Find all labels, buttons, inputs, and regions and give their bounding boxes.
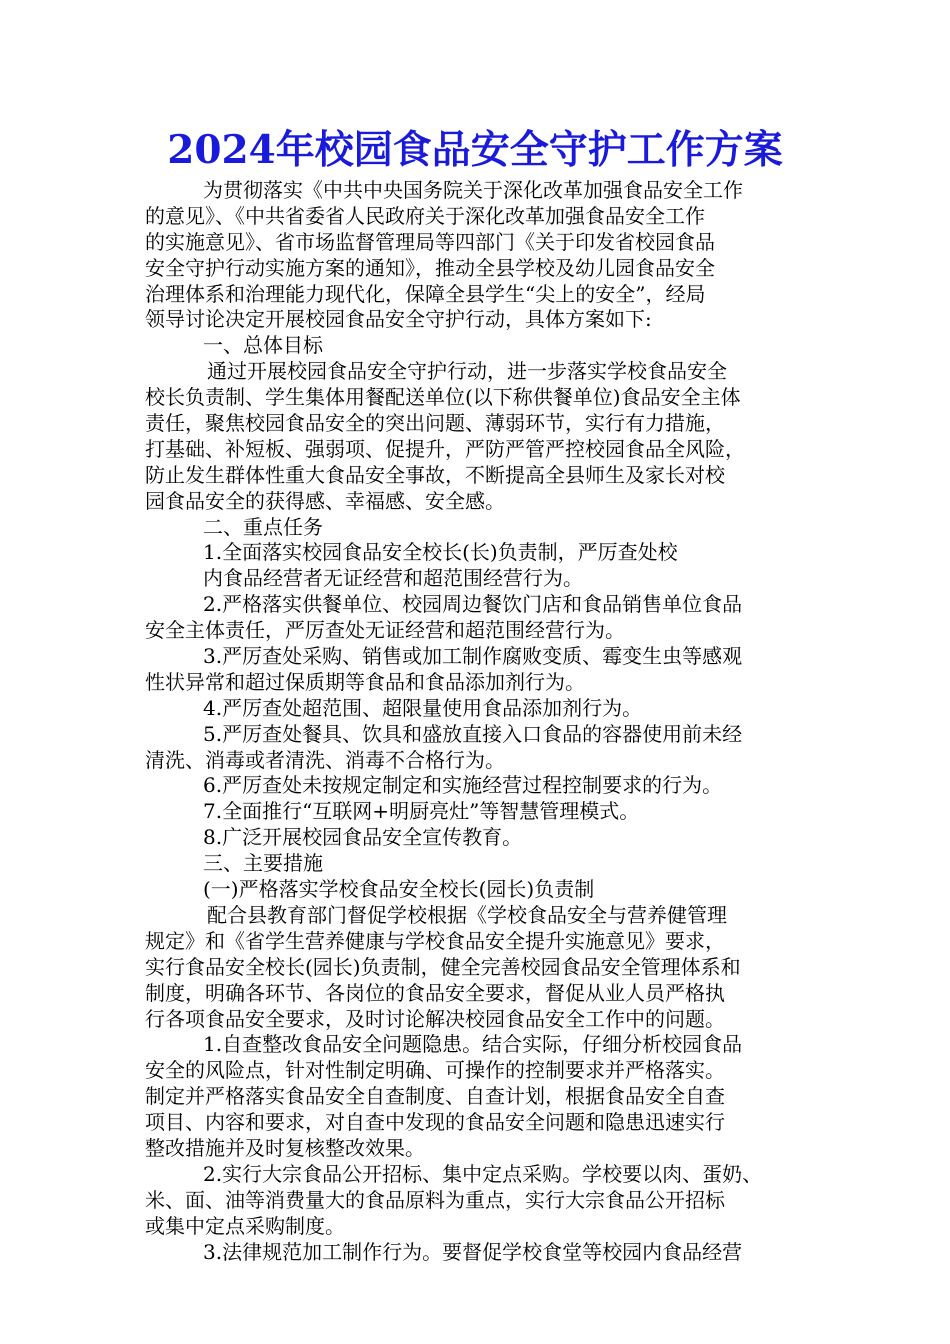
section-heading: 三、主要措施 bbox=[203, 851, 323, 876]
subsection-heading: (一)严格落实学校食品安全校长(园长)负责制 bbox=[203, 877, 595, 902]
list-item: 8.广泛开展校园食品安全宣传教育。 bbox=[203, 825, 523, 850]
list-item-continuation: 米、面、油等消费量大的食品原料为重点，实行大宗食品公开招标 bbox=[145, 1187, 725, 1212]
paragraph-line: 实行食品安全校长(园长)负责制，健全完善校园食品安全管理体系和 bbox=[145, 954, 741, 979]
list-item-continuation: 安全的风险点，针对性制定明确、可操作的控制要求并严格落实。 bbox=[145, 1058, 725, 1083]
paragraph-line: 配合县教育部门督促学校根据《学校食品安全与营养健管理 bbox=[207, 902, 727, 927]
list-item: 4.严厉查处超范围、超限量使用食品添加剂行为。 bbox=[203, 695, 643, 720]
paragraph-line: 园食品安全的获得感、幸福感、安全感。 bbox=[145, 488, 505, 513]
list-item-continuation: 整改措施并及时复核整改效果。 bbox=[145, 1135, 425, 1160]
paragraph-line: 规定》和《省学生营养健康与学校食品安全提升实施意见》要求， bbox=[145, 928, 725, 953]
paragraph-line: 治理体系和治理能力现代化，保障全县学生“尖上的安全”，经局 bbox=[145, 281, 706, 306]
section-heading: 二、重点任务 bbox=[203, 514, 323, 539]
list-item: 1.自查整改食品安全问题隐患。结合实际，仔细分析校园食品 bbox=[203, 1032, 743, 1057]
section-heading: 一、总体目标 bbox=[203, 333, 323, 358]
list-item-continuation: 安全主体责任，严厉查处无证经营和超范围经营行为。 bbox=[145, 618, 625, 643]
paragraph-line: 的实施意见》、省市场监督管理局等四部门《关于印发省校园食品 bbox=[145, 229, 715, 254]
list-item-continuation: 清洗、消毒或者清洗、消毒不合格行为。 bbox=[145, 747, 505, 772]
paragraph-line: 校长负责制、学生集体用餐配送单位(以下称供餐单位)食品安全主体 bbox=[145, 385, 741, 410]
list-item-continuation: 制定并严格落实食品安全自查制度、自查计划，根据食品安全自查 bbox=[145, 1084, 725, 1109]
list-item: 2.严格落实供餐单位、校园周边餐饮门店和食品销售单位食品 bbox=[203, 592, 743, 617]
list-item: 5.严厉查处餐具、饮具和盛放直接入口食品的容器使用前未经 bbox=[203, 721, 743, 746]
list-item: 1.全面落实校园食品安全校长(长)负责制，严厉查处校 bbox=[203, 540, 678, 565]
list-item-continuation: 或集中定点采购制度。 bbox=[145, 1213, 345, 1238]
list-item: 6.严厉查处未按规定制定和实施经营过程控制要求的行为。 bbox=[203, 773, 723, 798]
paragraph-line: 制度，明确各环节、各岗位的食品安全要求，督促从业人员严格执 bbox=[145, 980, 725, 1005]
document-title: 2024年校园食品安全守护工作方案 bbox=[167, 127, 783, 173]
list-item: 7.全面推行“互联网+明厨亮灶”等智慧管理模式。 bbox=[203, 799, 640, 824]
paragraph-line: 防止发生群体性重大食品安全事故，不断提高全县师生及家长对校 bbox=[145, 462, 725, 487]
paragraph-line: 打基础、补短板、强弱项、促提升，严防严管严控校园食品全风险， bbox=[145, 436, 745, 461]
paragraph-line: 安全守护行动实施方案的通知》，推动全县学校及幼儿园食品安全 bbox=[145, 255, 715, 280]
list-item: 3.严厉查处采购、销售或加工制作腐败变质、霉变生虫等感观 bbox=[203, 644, 743, 669]
paragraph-line: 责任，聚焦校园食品安全的突出问题、薄弱环节，实行有力措施， bbox=[145, 411, 725, 436]
list-item-continuation: 性状异常和超过保质期等食品和食品添加剂行为。 bbox=[145, 669, 585, 694]
paragraph-line: 通过开展校园食品安全守护行动，进一步落实学校食品安全 bbox=[207, 359, 727, 384]
list-item: 2.实行大宗食品公开招标、集中定点采购。学校要以肉、蛋奶、 bbox=[203, 1161, 763, 1186]
list-item: 3.法律规范加工制作行为。要督促学校食堂等校园内食品经营 bbox=[203, 1239, 743, 1264]
paragraph-line: 领导讨论决定开展校园食品安全守护行动，具体方案如下: bbox=[145, 307, 652, 332]
paragraph-line: 行各项食品安全要求，及时讨论解决校园食品安全工作中的问题。 bbox=[145, 1006, 725, 1031]
paragraph-line: 为贯彻落实《中共中央国务院关于深化改革加强食品安全工作 bbox=[203, 178, 743, 202]
document-body bbox=[145, 178, 825, 1265]
list-item-continuation: 项目、内容和要求，对自查中发现的食品安全问题和隐患迅速实行 bbox=[145, 1110, 725, 1135]
list-item-continuation: 内食品经营者无证经营和超范围经营行为。 bbox=[203, 566, 583, 591]
paragraph-line: 的意见》、《中共省委省人民政府关于深化改革加强食品安全工作 bbox=[145, 203, 705, 228]
